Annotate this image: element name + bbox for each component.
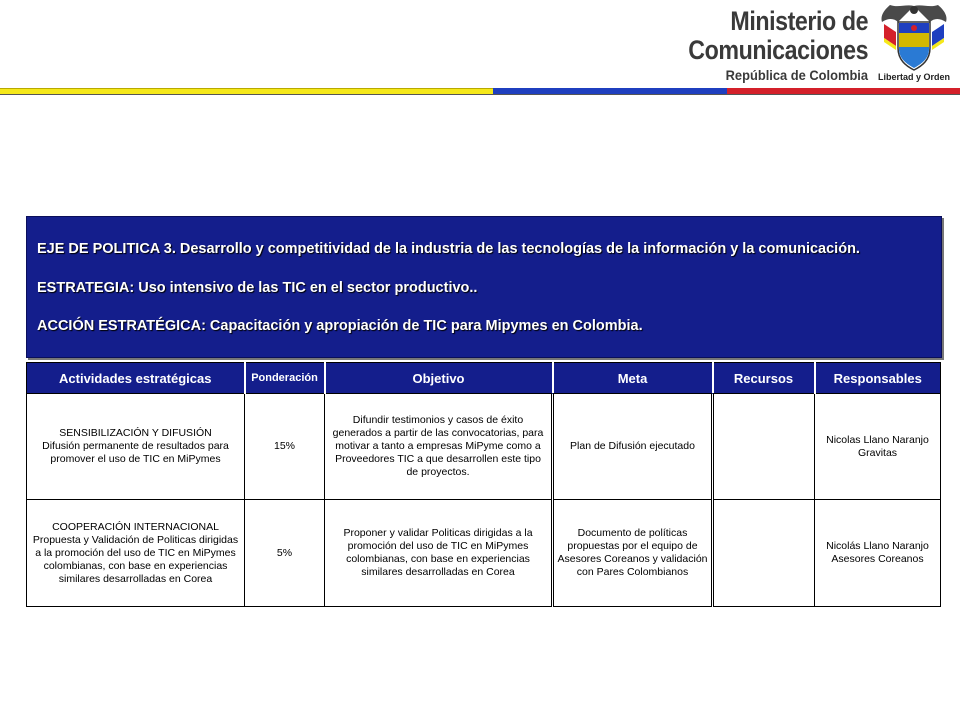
cell-goal: Plan de Difusión ejecutado bbox=[553, 394, 713, 500]
cell-responsible bbox=[815, 394, 941, 500]
motto-text: Libertad y Orden bbox=[877, 72, 950, 82]
table-row bbox=[27, 500, 941, 607]
activity-title: COOPERACIÓN INTERNACIONAL bbox=[52, 520, 219, 533]
policy-axis: EJE DE POLITICA 3. Desarrollo y competitividad de la industria de las tecnologías de la información y la comunicación. bbox=[37, 241, 860, 257]
header-actividades: Actividades estratégicas bbox=[27, 363, 245, 394]
cell-goal: Documento de políticas propuestas por el equipo de Asesores Coreanos y validación con Pares Colombianos bbox=[553, 500, 713, 607]
activity-description: Difusión permanente de resultados para promover el uso de TIC en MiPymes bbox=[42, 440, 229, 465]
logo-line-republica: República de Colombia bbox=[725, 67, 868, 83]
header-responsables: Responsables bbox=[815, 363, 941, 394]
cell-activity bbox=[27, 394, 245, 500]
responsible-org: Gravitas bbox=[857, 446, 898, 459]
cell-resources bbox=[713, 394, 815, 500]
table-row bbox=[27, 394, 941, 500]
policy-header-box bbox=[26, 216, 942, 358]
activity-title: SENSIBILIZACIÓN Y DIFUSIÓN bbox=[59, 427, 212, 439]
cell-objective: Proponer y validar Politicas dirigidas a la promoción del uso de TIC en MiPymes colombianas, con base en experiencias similares desarrolladas en Corea bbox=[325, 500, 553, 607]
header-objetivo: Objetivo bbox=[325, 363, 553, 394]
table-header-row bbox=[27, 363, 941, 394]
ministry-logo-text bbox=[659, 6, 868, 85]
activities-table bbox=[26, 362, 941, 607]
header-recursos: Recursos bbox=[713, 363, 815, 394]
cell-responsible bbox=[815, 500, 941, 607]
cell-weight: 5% bbox=[245, 500, 325, 607]
policy-strategy: ESTRATEGIA: Uso intensivo de las TIC en el sector productivo.. bbox=[37, 280, 478, 296]
logo-line-ministerio: Ministerio de bbox=[730, 6, 868, 36]
cell-activity bbox=[27, 500, 245, 607]
responsible-org: Asesores Coreanos bbox=[831, 553, 924, 565]
logo-line-comunicaciones: Comunicaciones bbox=[688, 35, 868, 65]
flag-stripe bbox=[0, 88, 960, 94]
cell-weight: 15% bbox=[245, 394, 325, 500]
header-meta: Meta bbox=[553, 363, 713, 394]
policy-action: ACCIÓN ESTRATÉGICA: Capacitación y apropiación de TIC para Mipymes en Colombia. bbox=[37, 318, 643, 334]
header-ponderacion: Ponderación bbox=[245, 363, 325, 394]
activity-description: Propuesta y Validación de Politicas dirigidas a la promoción del uso de TIC en MiPymes colombianas, con base en experiencias similares desarrolladas en Corea bbox=[32, 533, 239, 585]
stripe-underline bbox=[0, 94, 960, 95]
responsible-name: Nicolas Llano Naranjo bbox=[826, 433, 929, 446]
cell-objective: Difundir testimonios y casos de éxito generados a partir de las convocatorias, para motivar a tanto a empresas MiPyme como a Proveedores TIC a que desarrollen este tipo de proyectos. bbox=[325, 394, 553, 500]
cell-resources bbox=[713, 500, 815, 607]
responsible-name: Nicolás Llano Naranjo bbox=[826, 540, 929, 552]
